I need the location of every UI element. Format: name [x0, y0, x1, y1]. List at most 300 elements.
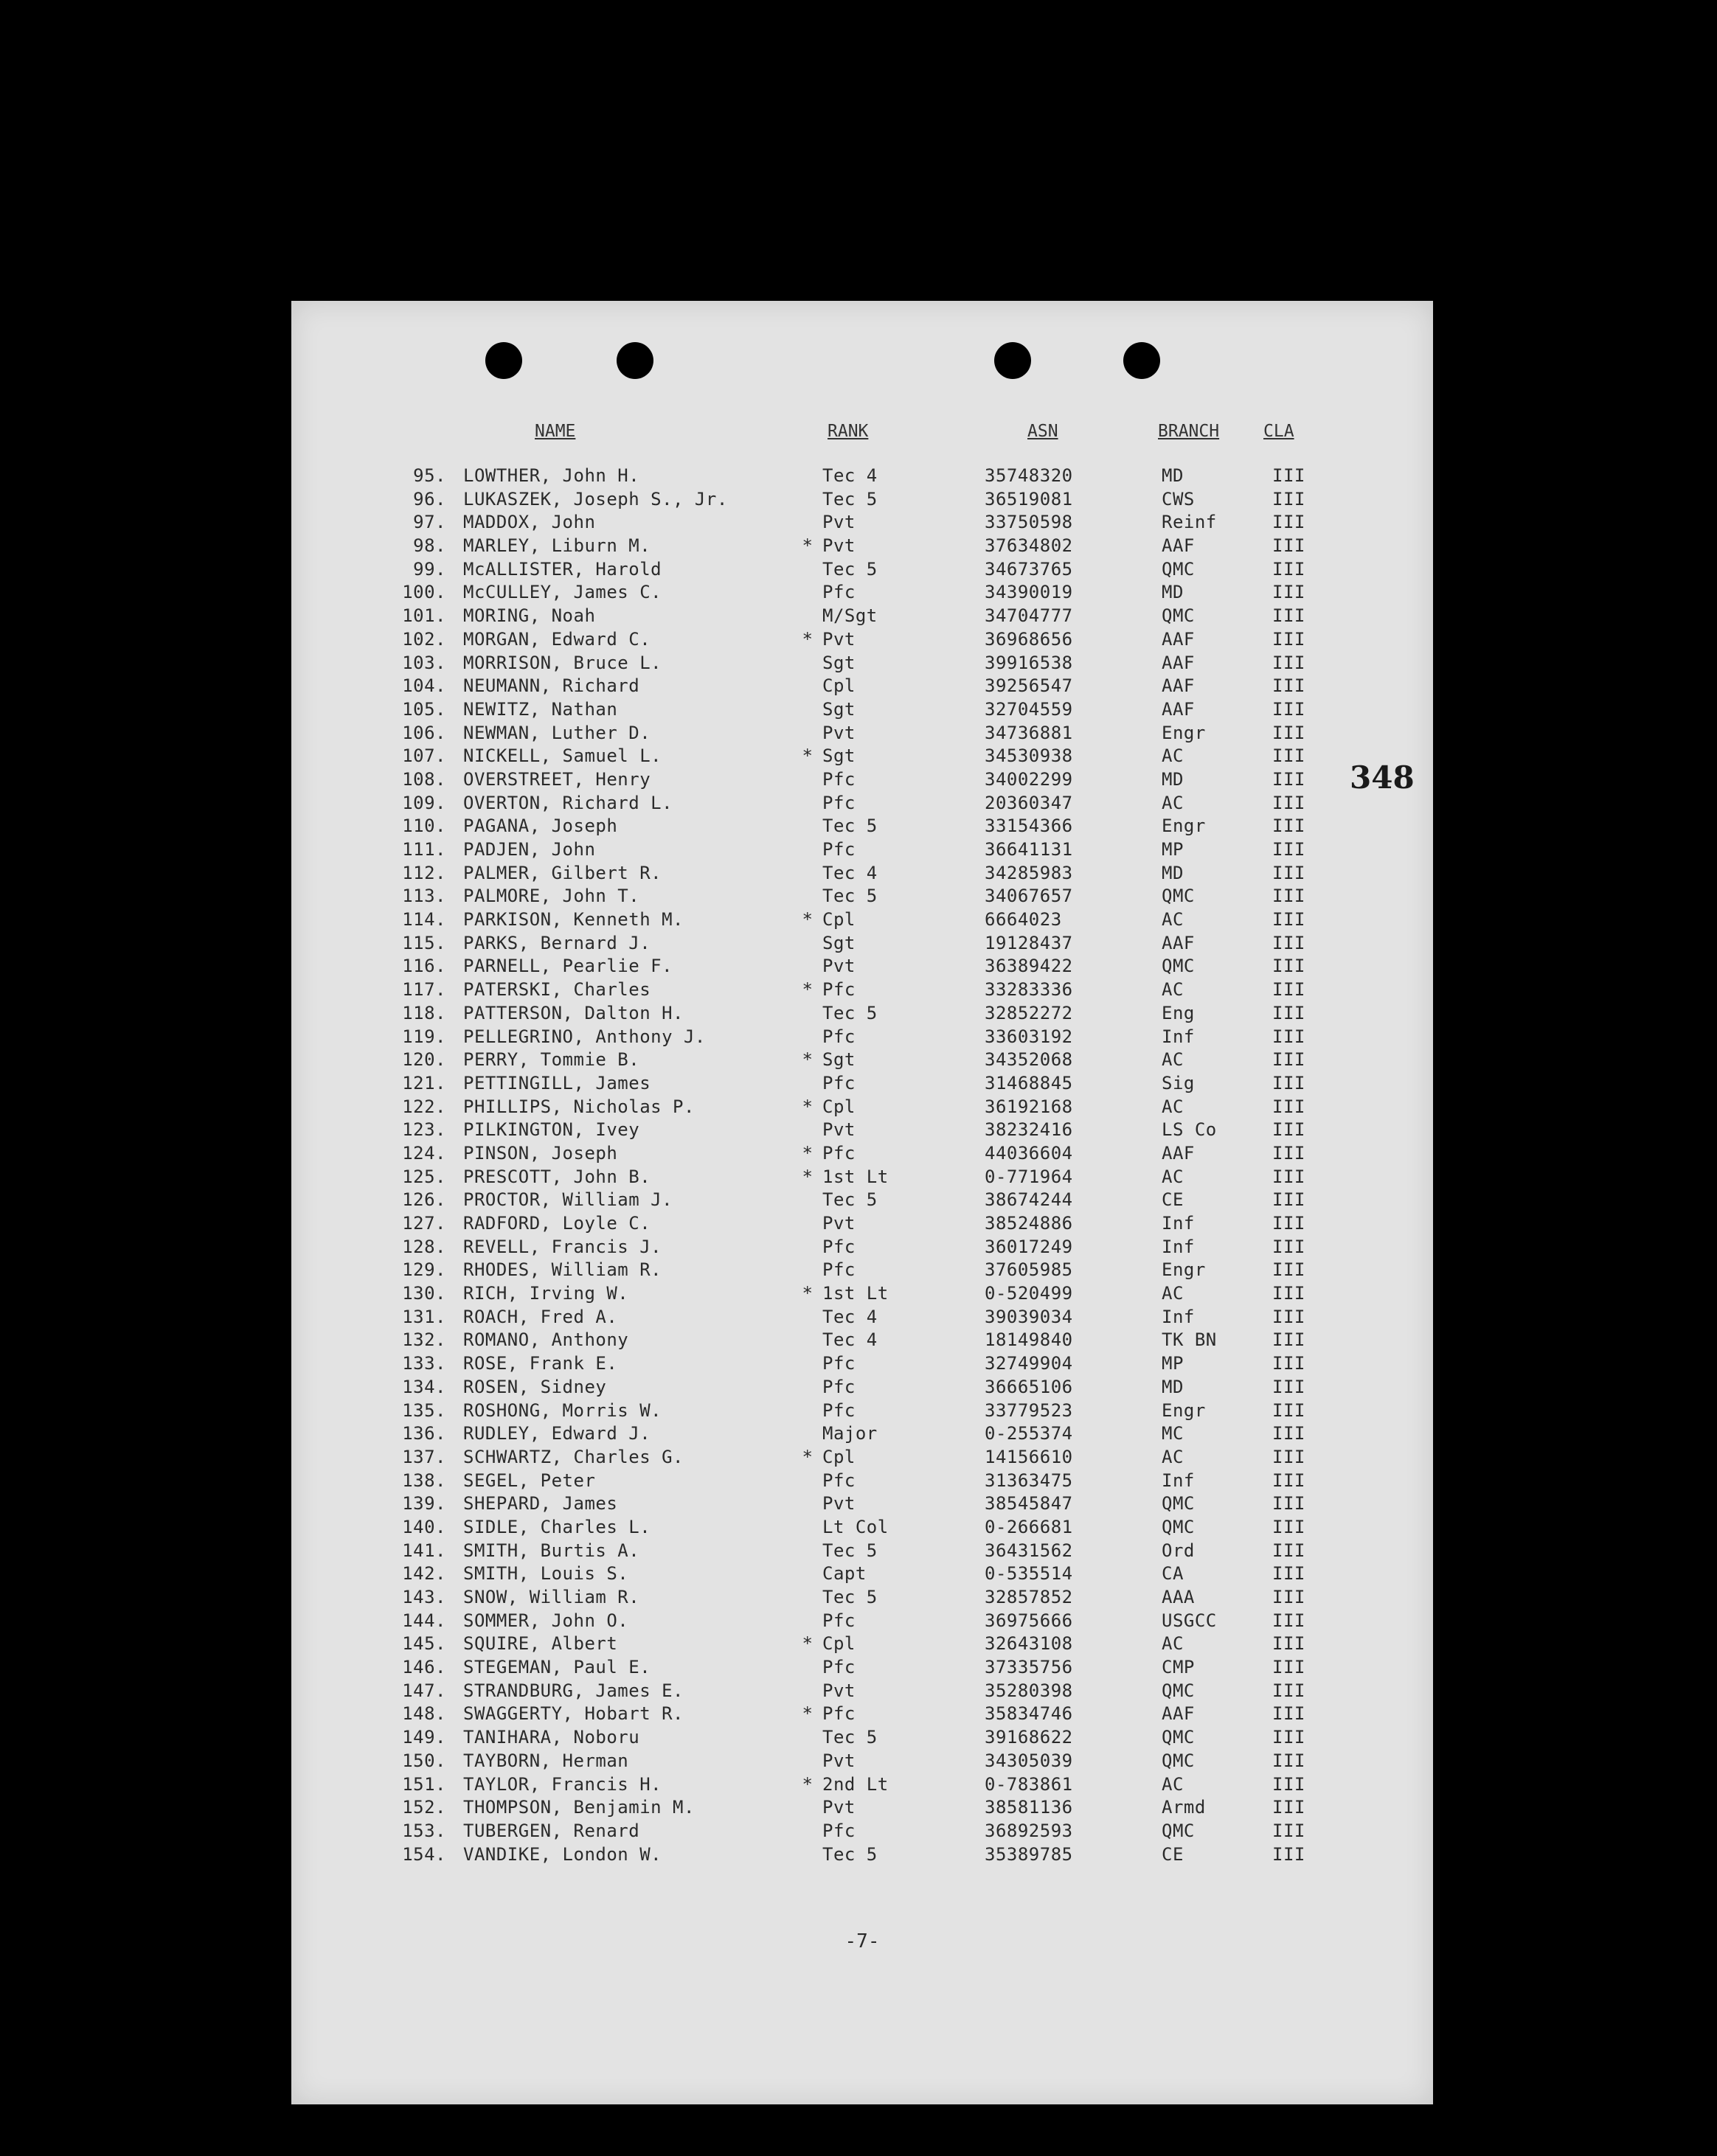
row-name: PERRY, Tommie B. — [463, 1049, 640, 1071]
row-number: 121. — [402, 1072, 446, 1093]
header-class: CLA — [1263, 422, 1294, 441]
row-asn: 0-783861 — [985, 1773, 1073, 1795]
punch-hole — [617, 342, 653, 379]
row-rank: Cpl — [822, 675, 856, 697]
row-branch: MD — [1162, 1376, 1184, 1397]
row-asn: 39039034 — [985, 1306, 1073, 1327]
row-name: TAYBORN, Herman — [463, 1750, 629, 1771]
row-branch: AC — [1162, 1633, 1184, 1655]
row-class: III — [1272, 1353, 1305, 1374]
row-name: PADJEN, John — [463, 839, 596, 860]
table-row — [291, 1773, 1433, 1797]
row-branch: AAF — [1162, 698, 1195, 720]
row-number: 150. — [402, 1750, 446, 1771]
table-row — [291, 932, 1433, 956]
table-row — [291, 1750, 1433, 1773]
row-asn: 31363475 — [985, 1470, 1073, 1491]
row-name: STRANDBURG, James E. — [463, 1680, 684, 1701]
row-rank: Sgt — [822, 652, 856, 673]
row-asn: 32643108 — [985, 1633, 1073, 1655]
row-number: 100. — [402, 582, 446, 603]
row-name: PHILLIPS, Nicholas P. — [463, 1096, 695, 1117]
row-number: 106. — [402, 722, 446, 743]
row-name: PINSON, Joseph — [463, 1142, 618, 1164]
row-branch: AAF — [1162, 535, 1195, 557]
row-class: III — [1272, 1657, 1305, 1678]
row-branch: MD — [1162, 768, 1184, 790]
row-class: III — [1272, 1773, 1305, 1795]
row-branch: Engr — [1162, 816, 1206, 837]
row-branch: CE — [1162, 1189, 1184, 1211]
row-mark: * — [802, 1049, 814, 1071]
row-branch: Reinf — [1162, 512, 1217, 533]
row-branch: LS Co — [1162, 1119, 1217, 1141]
row-branch: CWS — [1162, 488, 1195, 510]
row-mark: * — [802, 1773, 814, 1795]
row-mark: * — [802, 628, 814, 650]
roster-table — [291, 465, 1433, 1866]
table-row — [291, 605, 1433, 628]
row-branch: Inf — [1162, 1026, 1195, 1047]
row-rank: M/Sgt — [822, 605, 878, 627]
row-asn: 36431562 — [985, 1540, 1073, 1561]
row-rank: Tec 5 — [822, 1002, 878, 1023]
row-asn: 32749904 — [985, 1353, 1073, 1374]
table-row — [291, 1516, 1433, 1540]
punch-hole — [485, 342, 522, 379]
row-number: 151. — [402, 1773, 446, 1795]
row-name: SIDLE, Charles L. — [463, 1516, 651, 1537]
row-class: III — [1272, 722, 1305, 743]
row-name: PILKINGTON, Ivey — [463, 1119, 640, 1141]
table-row — [291, 1049, 1433, 1072]
table-row — [291, 1026, 1433, 1049]
row-name: SQUIRE, Albert — [463, 1633, 618, 1655]
row-asn: 38524886 — [985, 1213, 1073, 1234]
row-asn: 36519081 — [985, 488, 1073, 510]
row-branch: AC — [1162, 1446, 1184, 1467]
row-mark: * — [802, 1096, 814, 1117]
row-number: 115. — [402, 932, 446, 953]
row-name: PARKS, Bernard J. — [463, 932, 651, 953]
row-rank: Pfc — [822, 1072, 856, 1093]
row-branch: QMC — [1162, 1516, 1195, 1537]
row-number: 130. — [402, 1283, 446, 1304]
table-row — [291, 535, 1433, 558]
row-name: NEWMAN, Luther D. — [463, 722, 651, 743]
row-branch: AC — [1162, 909, 1184, 931]
row-class: III — [1272, 886, 1305, 907]
row-branch: AC — [1162, 745, 1184, 767]
table-row — [291, 978, 1433, 1002]
row-name: PATERSKI, Charles — [463, 979, 651, 1001]
row-asn: 32704559 — [985, 698, 1073, 720]
row-number: 149. — [402, 1727, 446, 1748]
row-branch: CMP — [1162, 1657, 1195, 1678]
row-rank: Pvt — [822, 512, 856, 533]
row-rank: Pfc — [822, 979, 856, 1001]
row-class: III — [1272, 652, 1305, 673]
row-branch: MD — [1162, 862, 1184, 883]
row-asn: 0-535514 — [985, 1563, 1073, 1585]
row-number: 146. — [402, 1657, 446, 1678]
row-asn: 34067657 — [985, 886, 1073, 907]
row-name: PALMER, Gilbert R. — [463, 862, 662, 883]
row-number: 154. — [402, 1843, 446, 1865]
row-number: 153. — [402, 1820, 446, 1841]
row-branch: Inf — [1162, 1306, 1195, 1327]
row-rank: Tec 4 — [822, 862, 878, 883]
row-branch: MP — [1162, 839, 1184, 860]
row-asn: 34704777 — [985, 605, 1073, 627]
row-asn: 0-266681 — [985, 1516, 1073, 1537]
table-row — [291, 745, 1433, 768]
row-name: NEUMANN, Richard — [463, 675, 640, 697]
row-class: III — [1272, 1727, 1305, 1748]
row-rank: Major — [822, 1423, 878, 1444]
row-rank: Pfc — [822, 1610, 856, 1631]
row-branch: AC — [1162, 1166, 1184, 1187]
row-rank: Pfc — [822, 1657, 856, 1678]
row-class: III — [1272, 1259, 1305, 1281]
row-class: III — [1272, 816, 1305, 837]
table-row — [291, 1236, 1433, 1259]
row-class: III — [1272, 1096, 1305, 1117]
row-rank: Pfc — [822, 1026, 856, 1047]
row-class: III — [1272, 768, 1305, 790]
row-number: 140. — [402, 1516, 446, 1537]
row-class: III — [1272, 792, 1305, 813]
row-class: III — [1272, 1680, 1305, 1701]
row-rank: Pfc — [822, 582, 856, 603]
row-class: III — [1272, 956, 1305, 977]
row-number: 105. — [402, 698, 446, 720]
row-rank: Tec 5 — [822, 816, 878, 837]
row-rank: Cpl — [822, 909, 856, 931]
row-class: III — [1272, 1189, 1305, 1211]
row-asn: 36665106 — [985, 1376, 1073, 1397]
row-class: III — [1272, 1633, 1305, 1655]
row-number: 120. — [402, 1049, 446, 1071]
table-row — [291, 722, 1433, 745]
table-row — [291, 1656, 1433, 1680]
row-number: 133. — [402, 1353, 446, 1374]
row-number: 99. — [413, 558, 446, 580]
row-asn: 37605985 — [985, 1259, 1073, 1281]
row-asn: 18149840 — [985, 1329, 1073, 1351]
row-class: III — [1272, 1843, 1305, 1865]
row-class: III — [1272, 488, 1305, 510]
row-number: 143. — [402, 1587, 446, 1607]
row-asn: 38581136 — [985, 1797, 1073, 1818]
row-rank: Sgt — [822, 745, 856, 767]
row-rank: Pfc — [822, 1236, 856, 1257]
row-rank: Tec 5 — [822, 558, 878, 580]
row-class: III — [1272, 1750, 1305, 1771]
row-asn: 36968656 — [985, 628, 1073, 650]
row-class: III — [1272, 558, 1305, 580]
row-branch: AAF — [1162, 1142, 1195, 1164]
row-rank: Pvt — [822, 1493, 856, 1515]
row-name: SEGEL, Peter — [463, 1470, 596, 1491]
row-name: SOMMER, John O. — [463, 1610, 629, 1631]
row-class: III — [1272, 1026, 1305, 1047]
row-mark: * — [802, 1166, 814, 1187]
table-row — [291, 792, 1433, 816]
row-rank: Tec 5 — [822, 1189, 878, 1211]
row-rank: Tec 5 — [822, 488, 878, 510]
row-name: SNOW, William R. — [463, 1587, 640, 1607]
row-class: III — [1272, 1797, 1305, 1818]
row-class: III — [1272, 582, 1305, 603]
table-row — [291, 1259, 1433, 1282]
row-number: 139. — [402, 1493, 446, 1515]
table-row — [291, 1096, 1433, 1119]
row-name: RHODES, William R. — [463, 1259, 662, 1281]
table-row — [291, 1422, 1433, 1446]
row-rank: 2nd Lt — [822, 1773, 889, 1795]
row-name: SHEPARD, James — [463, 1493, 618, 1515]
row-rank: Pfc — [822, 1353, 856, 1374]
table-row — [291, 1399, 1433, 1423]
row-name: McALLISTER, Harold — [463, 558, 662, 580]
table-row — [291, 1352, 1433, 1376]
row-number: 125. — [402, 1166, 446, 1187]
row-asn: 36389422 — [985, 956, 1073, 977]
table-row — [291, 862, 1433, 886]
punch-hole — [1123, 342, 1160, 379]
row-name: ROACH, Fred A. — [463, 1306, 618, 1327]
table-row — [291, 1492, 1433, 1516]
row-number: 148. — [402, 1703, 446, 1725]
row-rank: Tec 5 — [822, 1727, 878, 1748]
row-name: REVELL, Francis J. — [463, 1236, 662, 1257]
row-asn: 0-771964 — [985, 1166, 1073, 1187]
table-row — [291, 1189, 1433, 1212]
table-row — [291, 1470, 1433, 1493]
row-number: 117. — [402, 979, 446, 1001]
row-branch: AAF — [1162, 652, 1195, 673]
row-rank: Pvt — [822, 722, 856, 743]
row-name: SWAGGERTY, Hobart R. — [463, 1703, 684, 1725]
row-rank: Cpl — [822, 1096, 856, 1117]
row-rank: Pfc — [822, 839, 856, 860]
row-branch: AAF — [1162, 1703, 1195, 1725]
row-class: III — [1272, 1236, 1305, 1257]
row-number: 95. — [413, 465, 446, 486]
row-asn: 35748320 — [985, 465, 1073, 486]
page-number: -7- — [844, 1930, 880, 1952]
row-name: McCULLEY, James C. — [463, 582, 662, 603]
row-branch: Engr — [1162, 1259, 1206, 1281]
table-row — [291, 698, 1433, 722]
row-number: 110. — [402, 816, 446, 837]
row-name: MADDOX, John — [463, 512, 596, 533]
row-class: III — [1272, 1376, 1305, 1397]
row-number: 129. — [402, 1259, 446, 1281]
table-row — [291, 1703, 1433, 1726]
row-class: III — [1272, 535, 1305, 557]
row-branch: QMC — [1162, 1493, 1195, 1515]
row-branch: QMC — [1162, 605, 1195, 627]
row-number: 134. — [402, 1376, 446, 1397]
row-number: 137. — [402, 1446, 446, 1467]
row-mark: * — [802, 1446, 814, 1467]
row-class: III — [1272, 465, 1305, 486]
row-asn: 31468845 — [985, 1072, 1073, 1093]
row-branch: AC — [1162, 792, 1184, 813]
table-row — [291, 1142, 1433, 1166]
row-name: VANDIKE, London W. — [463, 1843, 662, 1865]
row-name: PELLEGRINO, Anthony J. — [463, 1026, 706, 1047]
row-rank: Tec 5 — [822, 1540, 878, 1561]
row-name: ROSEN, Sidney — [463, 1376, 607, 1397]
row-rank: Pfc — [822, 1399, 856, 1421]
row-rank: Sgt — [822, 698, 856, 720]
row-asn: 34673765 — [985, 558, 1073, 580]
table-row — [291, 1586, 1433, 1610]
table-row — [291, 465, 1433, 488]
document-page — [291, 301, 1433, 2104]
row-rank: Tec 5 — [822, 1587, 878, 1607]
row-rank: Pvt — [822, 956, 856, 977]
row-number: 138. — [402, 1470, 446, 1491]
row-asn: 0-255374 — [985, 1423, 1073, 1444]
row-name: PARKISON, Kenneth M. — [463, 909, 684, 931]
table-row — [291, 768, 1433, 792]
row-asn: 32857852 — [985, 1587, 1073, 1607]
row-number: 141. — [402, 1540, 446, 1561]
row-class: III — [1272, 698, 1305, 720]
row-asn: 37634802 — [985, 535, 1073, 557]
row-branch: CA — [1162, 1563, 1184, 1585]
row-number: 101. — [402, 605, 446, 627]
row-class: III — [1272, 1820, 1305, 1841]
row-number: 122. — [402, 1096, 446, 1117]
row-name: SMITH, Burtis A. — [463, 1540, 640, 1561]
row-asn: 19128437 — [985, 932, 1073, 953]
row-number: 124. — [402, 1142, 446, 1164]
row-branch: AC — [1162, 1773, 1184, 1795]
punch-hole — [994, 342, 1031, 379]
row-class: III — [1272, 1470, 1305, 1491]
row-name: ROSE, Frank E. — [463, 1353, 618, 1374]
row-rank: Pvt — [822, 535, 856, 557]
table-row — [291, 1540, 1433, 1563]
table-row — [291, 1820, 1433, 1843]
table-row — [291, 1796, 1433, 1820]
row-asn: 33750598 — [985, 512, 1073, 533]
row-rank: 1st Lt — [822, 1166, 889, 1187]
table-row — [291, 652, 1433, 675]
row-asn: 34736881 — [985, 722, 1073, 743]
row-number: 104. — [402, 675, 446, 697]
table-row — [291, 488, 1433, 512]
row-number: 116. — [402, 956, 446, 977]
header-name: NAME — [535, 422, 576, 441]
row-rank: Cpl — [822, 1633, 856, 1655]
table-row — [291, 1376, 1433, 1399]
row-asn: 35389785 — [985, 1843, 1073, 1865]
row-name: RICH, Irving W. — [463, 1283, 629, 1304]
row-name: PATTERSON, Dalton H. — [463, 1002, 684, 1023]
row-branch: CE — [1162, 1843, 1184, 1865]
row-rank: Capt — [822, 1563, 867, 1585]
row-asn: 33603192 — [985, 1026, 1073, 1047]
row-number: 98. — [413, 535, 446, 557]
table-row — [291, 1610, 1433, 1633]
row-number: 102. — [402, 628, 446, 650]
row-class: III — [1272, 979, 1305, 1001]
row-class: III — [1272, 628, 1305, 650]
row-class: III — [1272, 1142, 1305, 1164]
row-rank: Pfc — [822, 1470, 856, 1491]
table-row — [291, 1166, 1433, 1189]
row-mark: * — [802, 1703, 814, 1725]
row-branch: Ord — [1162, 1540, 1195, 1561]
row-class: III — [1272, 1587, 1305, 1607]
table-row — [291, 1446, 1433, 1470]
row-rank: Sgt — [822, 1049, 856, 1071]
row-asn: 36641131 — [985, 839, 1073, 860]
row-branch: QMC — [1162, 1727, 1195, 1748]
row-rank: Pvt — [822, 1750, 856, 1771]
row-name: TUBERGEN, Renard — [463, 1820, 640, 1841]
row-number: 131. — [402, 1306, 446, 1327]
row-branch: AAF — [1162, 932, 1195, 953]
row-name: PARNELL, Pearlie F. — [463, 956, 673, 977]
row-name: TAYLOR, Francis H. — [463, 1773, 662, 1795]
row-number: 119. — [402, 1026, 446, 1047]
table-row — [291, 1282, 1433, 1306]
row-branch: AAA — [1162, 1587, 1195, 1607]
row-class: III — [1272, 1516, 1305, 1537]
row-class: III — [1272, 1213, 1305, 1234]
header-branch: BRANCH — [1158, 422, 1220, 441]
row-branch: Engr — [1162, 722, 1206, 743]
row-name: LUKASZEK, Joseph S., Jr. — [463, 488, 728, 510]
row-asn: 36975666 — [985, 1610, 1073, 1631]
row-mark: * — [802, 1283, 814, 1304]
row-class: III — [1272, 839, 1305, 860]
row-rank: Pvt — [822, 1797, 856, 1818]
row-number: 103. — [402, 652, 446, 673]
table-row — [291, 1680, 1433, 1703]
row-asn: 34530938 — [985, 745, 1073, 767]
row-asn: 36892593 — [985, 1820, 1073, 1841]
row-number: 147. — [402, 1680, 446, 1701]
row-number: 126. — [402, 1189, 446, 1211]
row-number: 96. — [413, 488, 446, 510]
row-asn: 37335756 — [985, 1657, 1073, 1678]
row-branch: Inf — [1162, 1213, 1195, 1234]
row-class: III — [1272, 1610, 1305, 1631]
row-asn: 36017249 — [985, 1236, 1073, 1257]
row-rank: Pvt — [822, 1213, 856, 1234]
row-rank: Pfc — [822, 1376, 856, 1397]
row-branch: QMC — [1162, 1820, 1195, 1841]
page-stamp: 348 — [1350, 759, 1415, 796]
table-row — [291, 1726, 1433, 1750]
row-rank: Lt Col — [822, 1516, 889, 1537]
row-number: 127. — [402, 1213, 446, 1234]
row-branch: Eng — [1162, 1002, 1195, 1023]
header-asn: ASN — [1027, 422, 1058, 441]
table-row — [291, 815, 1433, 838]
row-asn: 14156610 — [985, 1446, 1073, 1467]
row-asn: 34285983 — [985, 862, 1073, 883]
row-class: III — [1272, 862, 1305, 883]
